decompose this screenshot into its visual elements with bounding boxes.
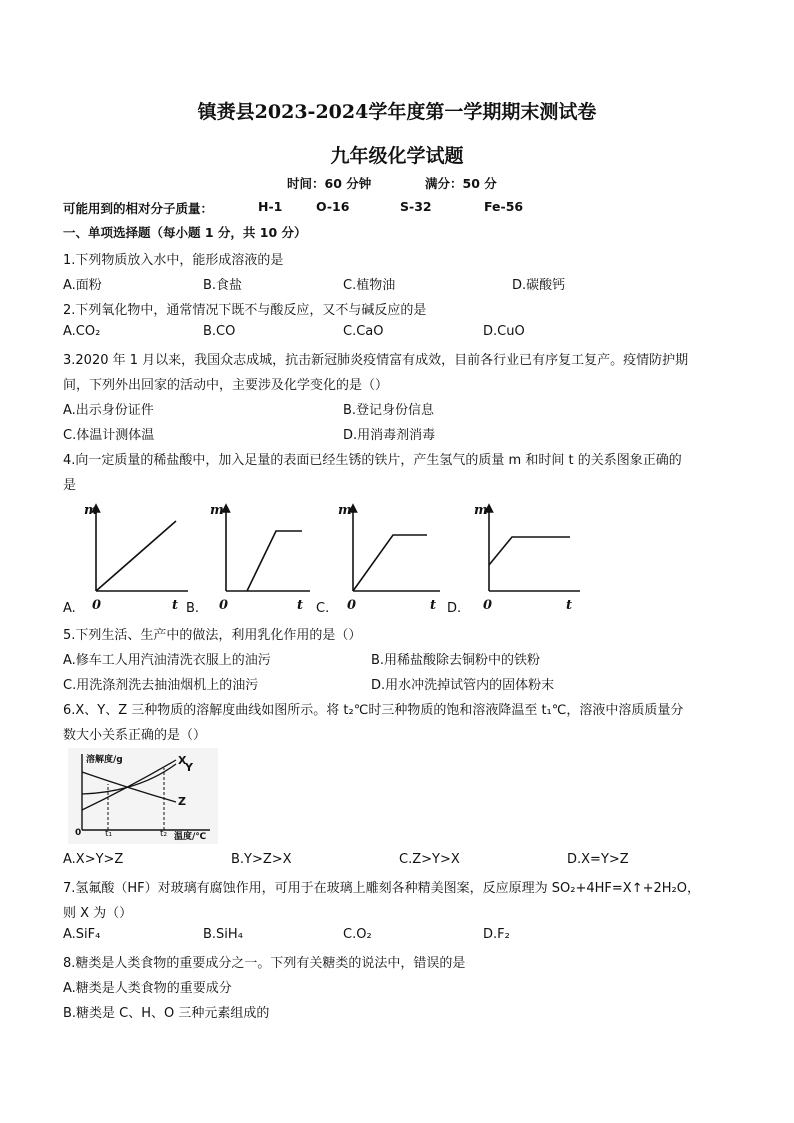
q4-a-ylabel: m bbox=[84, 503, 98, 518]
q4-b-ylabel: m bbox=[210, 503, 224, 518]
exam-title: 镇赉县2023-2024学年度第一学期期末测试卷 bbox=[197, 101, 597, 123]
q2-option-a: A.CO₂ bbox=[63, 324, 101, 339]
q6-t2: t₂ bbox=[160, 829, 168, 839]
q6-stem-line1: 6.X、Y、Z 三种物质的溶解度曲线如图所示。将 t₂℃时三种物质的饱和溶液降温至 t₁℃，溶液中溶质质量分 bbox=[63, 703, 684, 718]
q3-stem-line1: 3.2020 年 1 月以来，我国众志成城，抗击新冠肺炎疫情富有成效，目前各行业已有序复工复产。疫情防护期 bbox=[63, 353, 689, 368]
q4-a-xlabel: t bbox=[172, 598, 179, 613]
q7-option-a: A.SiF₄ bbox=[63, 927, 101, 942]
q4-option-c: C. bbox=[316, 601, 330, 616]
q5-option-c: C.用洗涤剂洗去抽油烟机上的油污 bbox=[63, 678, 259, 693]
q4-curve-a bbox=[96, 521, 176, 591]
q6-ylabel: 溶解度/g bbox=[86, 755, 123, 765]
q7-option-c: C.O₂ bbox=[343, 927, 372, 942]
atomic-mass-o: O-16 bbox=[316, 199, 350, 214]
q3-option-d: D.用消毒剂消毒 bbox=[343, 428, 436, 443]
q5-stem: 5.下列生活、生产中的做法，利用乳化作用的是（） bbox=[63, 628, 362, 643]
q3-stem-line2: 间，下列外出回家的活动中，主要涉及化学变化的是（） bbox=[63, 378, 389, 393]
q8-option-a: A.糖类是人类食物的重要成分 bbox=[63, 981, 232, 996]
q4-option-a: A. bbox=[63, 601, 76, 616]
q3-option-c: C.体温计测体温 bbox=[63, 428, 155, 443]
q3-option-a: A.出示身份证件 bbox=[63, 403, 154, 418]
q6-option-a: A.X>Y>Z bbox=[63, 852, 124, 867]
q1-option-d: D.碳酸钙 bbox=[512, 278, 566, 293]
atomic-mass-s: S-32 bbox=[400, 199, 432, 214]
atomic-mass-label: 可能用到的相对分子质量： bbox=[63, 201, 214, 216]
q4-stem-line1: 4.向一定质量的稀盐酸中，加入足量的表面已经生锈的铁片，产生氢气的质量 m 和时间 t 的关系图象正确的 bbox=[63, 453, 682, 468]
q4-b-xlabel: t bbox=[297, 598, 304, 613]
q4-option-b: B. bbox=[186, 601, 200, 616]
q6-label-x: X bbox=[178, 754, 187, 767]
q4-a-origin: 0 bbox=[92, 598, 102, 613]
q6-option-c: C.Z>Y>X bbox=[399, 852, 460, 867]
q4-d-ylabel: m bbox=[474, 503, 488, 518]
q6-origin: 0 bbox=[75, 828, 82, 838]
q6-stem-line2: 数大小关系正确的是（） bbox=[63, 728, 207, 743]
q1-option-c: C.植物油 bbox=[343, 278, 396, 293]
q2-stem: 2.下列氧化物中，通常情况下既不与酸反应，又不与碱反应的是 bbox=[63, 303, 427, 318]
q4-c-origin: 0 bbox=[347, 598, 357, 613]
q6-xlabel: 温度/℃ bbox=[174, 832, 207, 842]
q7-option-d: D.F₂ bbox=[483, 927, 510, 942]
q7-stem-line1: 7.氢氟酸（HF）对玻璃有腐蚀作用，可用于在玻璃上雕刻各种精美图案，反应原理为 SO₂+4HF=X↑+2H₂O， bbox=[63, 881, 700, 896]
q6-t1: t₁ bbox=[105, 829, 113, 839]
q4-graph-a bbox=[96, 508, 188, 591]
q4-graph-b bbox=[226, 508, 310, 591]
q4-d-origin: 0 bbox=[483, 598, 493, 613]
q4-d-xlabel: t bbox=[566, 598, 573, 613]
exam-subtitle: 九年级化学试题 bbox=[330, 145, 464, 167]
q1-option-a: A.面粉 bbox=[63, 278, 102, 293]
q7-stem-line2: 则 X 为（） bbox=[63, 906, 133, 921]
q2-option-c: C.CaO bbox=[343, 324, 384, 339]
q1-stem: 1.下列物质放入水中，能形成溶液的是 bbox=[63, 253, 284, 268]
q2-option-d: D.CuO bbox=[483, 324, 525, 339]
q4-curve-b bbox=[247, 531, 302, 591]
q5-option-b: B.用稀盐酸除去铜粉中的铁粉 bbox=[371, 653, 541, 668]
q4-option-d: D. bbox=[447, 601, 462, 616]
atomic-mass-h: H-1 bbox=[258, 199, 283, 214]
q6-label-z: Z bbox=[178, 795, 186, 808]
q6-label-y: Y bbox=[185, 761, 193, 774]
q4-graph-c bbox=[353, 508, 440, 591]
q3-option-b: B.登记身份信息 bbox=[343, 403, 435, 418]
q8-option-b: B.糖类是 C、H、O 三种元素组成的 bbox=[63, 1006, 270, 1021]
q7-option-b: B.SiH₄ bbox=[203, 927, 243, 942]
q4-graph-d bbox=[489, 508, 580, 591]
q4-c-xlabel: t bbox=[430, 598, 437, 613]
q8-stem: 8.糖类是人类食物的重要成分之一。下列有关糖类的说法中，错误的是 bbox=[63, 956, 466, 971]
q4-c-ylabel: m bbox=[338, 503, 352, 518]
q4-stem-line2: 是 bbox=[63, 478, 77, 493]
q6-option-d: D.X=Y>Z bbox=[567, 852, 629, 867]
q5-option-d: D.用水冲洗掉试管内的固体粉末 bbox=[371, 678, 555, 693]
section-heading: 一、单项选择题（每小题 1 分，共 10 分） bbox=[63, 225, 307, 240]
q6-option-b: B.Y>Z>X bbox=[231, 852, 292, 867]
q4-curve-d bbox=[489, 537, 570, 565]
atomic-mass-fe: Fe-56 bbox=[484, 199, 524, 214]
q2-option-b: B.CO bbox=[203, 324, 236, 339]
exam-time: 时间：60 分钟 bbox=[287, 176, 372, 191]
exam-score: 满分：50 分 bbox=[425, 176, 497, 191]
q4-curve-c bbox=[353, 535, 427, 591]
q4-b-origin: 0 bbox=[219, 598, 229, 613]
q1-option-b: B.食盐 bbox=[203, 278, 243, 293]
q5-option-a: A.修车工人用汽油清洗衣服上的油污 bbox=[63, 653, 271, 668]
